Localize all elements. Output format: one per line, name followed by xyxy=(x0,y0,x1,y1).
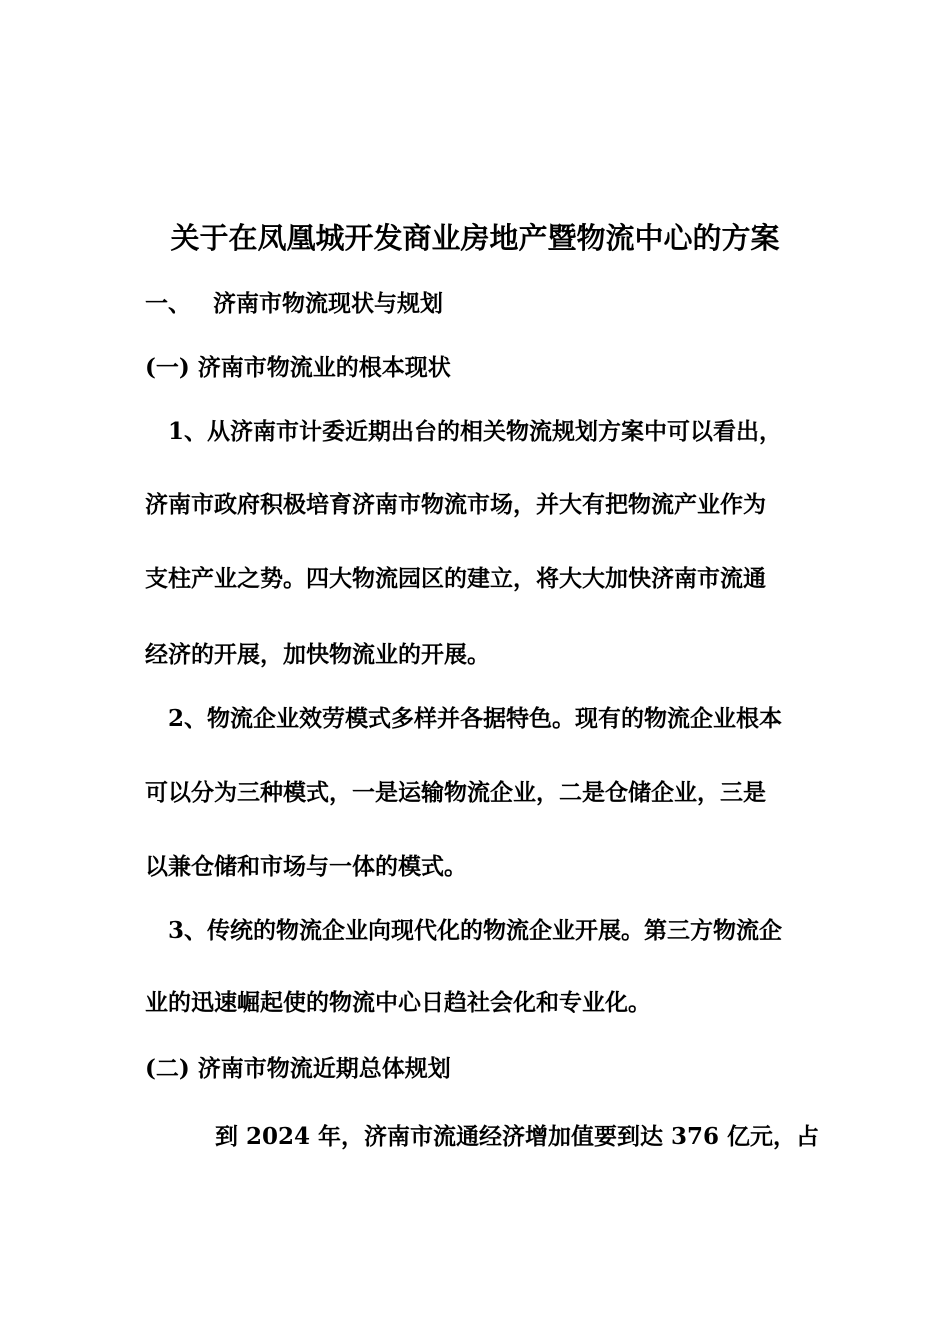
paragraph-line: 济南市政府积极培育济南市物流市场，并大有把物流产业作为 xyxy=(145,491,766,518)
paragraph-line: 以兼仓储和市场与一体的模式。 xyxy=(145,853,467,880)
section-number: 一、 xyxy=(145,290,191,317)
subsection-heading-1: (一) 济南市物流业的根本现状 xyxy=(145,354,451,381)
section-heading-text: 济南市物流现状与规划 xyxy=(213,290,443,317)
paragraph-line: 1、从济南市计委近期出台的相关物流规划方案中可以看出， xyxy=(168,418,783,445)
paragraph-line: 可以分为三种模式，一是运输物流企业，二是仓储企业，三是 xyxy=(145,779,766,806)
subsection-heading-2: (二) 济南市物流近期总体规划 xyxy=(145,1055,451,1082)
paragraph-line: 业的迅速崛起使的物流中心日趋社会化和专业化。 xyxy=(145,989,651,1016)
paragraph-line: 2、物流企业效劳模式多样并各据特色。现有的物流企业根本 xyxy=(168,705,783,732)
section-heading-1 xyxy=(145,288,443,320)
document-title: 关于在凤凰城开发商业房地产暨物流中心的方案 xyxy=(170,221,780,255)
paragraph-line: 支柱产业之势。四大物流园区的建立，将大大加快济南市流通 xyxy=(145,565,766,592)
paragraph-line: 经济的开展，加快物流业的开展。 xyxy=(145,641,490,668)
paragraph-line: 到 2024 年，济南市流通经济增加值要到达 376 亿元，占 xyxy=(215,1123,820,1150)
paragraph-line: 3、传统的物流企业向现代化的物流企业开展。第三方物流企 xyxy=(168,917,783,944)
